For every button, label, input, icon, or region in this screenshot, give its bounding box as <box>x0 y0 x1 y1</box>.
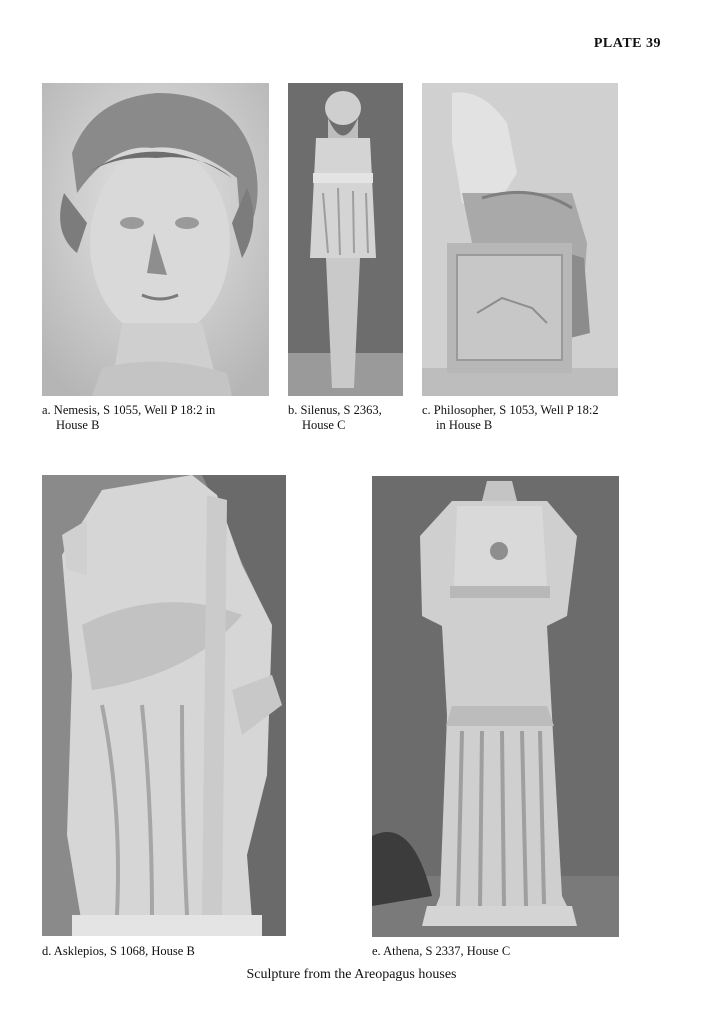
caption-a-line1: a. Nemesis, S 1055, Well P 18:2 in <box>42 403 216 417</box>
caption-a-line2: House B <box>56 418 100 432</box>
caption-c-line1: c. Philosopher, S 1053, Well P 18:2 <box>422 403 599 417</box>
caption-b-line1: b. Silenus, S 2363, <box>288 403 382 417</box>
photo-athena <box>372 476 619 937</box>
caption-e-line1: e. Athena, S 2337, House C <box>372 944 511 958</box>
caption-c-line2: in House B <box>436 418 493 432</box>
caption-c <box>422 403 637 433</box>
caption-b <box>288 403 413 433</box>
caption-b-line2: House C <box>302 418 346 432</box>
caption-a <box>42 403 272 433</box>
caption-d-line1: d. Asklepios, S 1068, House B <box>42 944 195 958</box>
caption-d <box>42 944 302 959</box>
plate-number: PLATE 39 <box>593 36 661 51</box>
photo-silenus <box>288 83 403 396</box>
photo-philosopher <box>422 83 618 396</box>
plate-caption: Sculpture from the Areopagus houses <box>246 967 457 982</box>
caption-e <box>372 944 622 959</box>
photo-asklepios <box>42 475 286 936</box>
photo-nemesis <box>42 83 269 396</box>
